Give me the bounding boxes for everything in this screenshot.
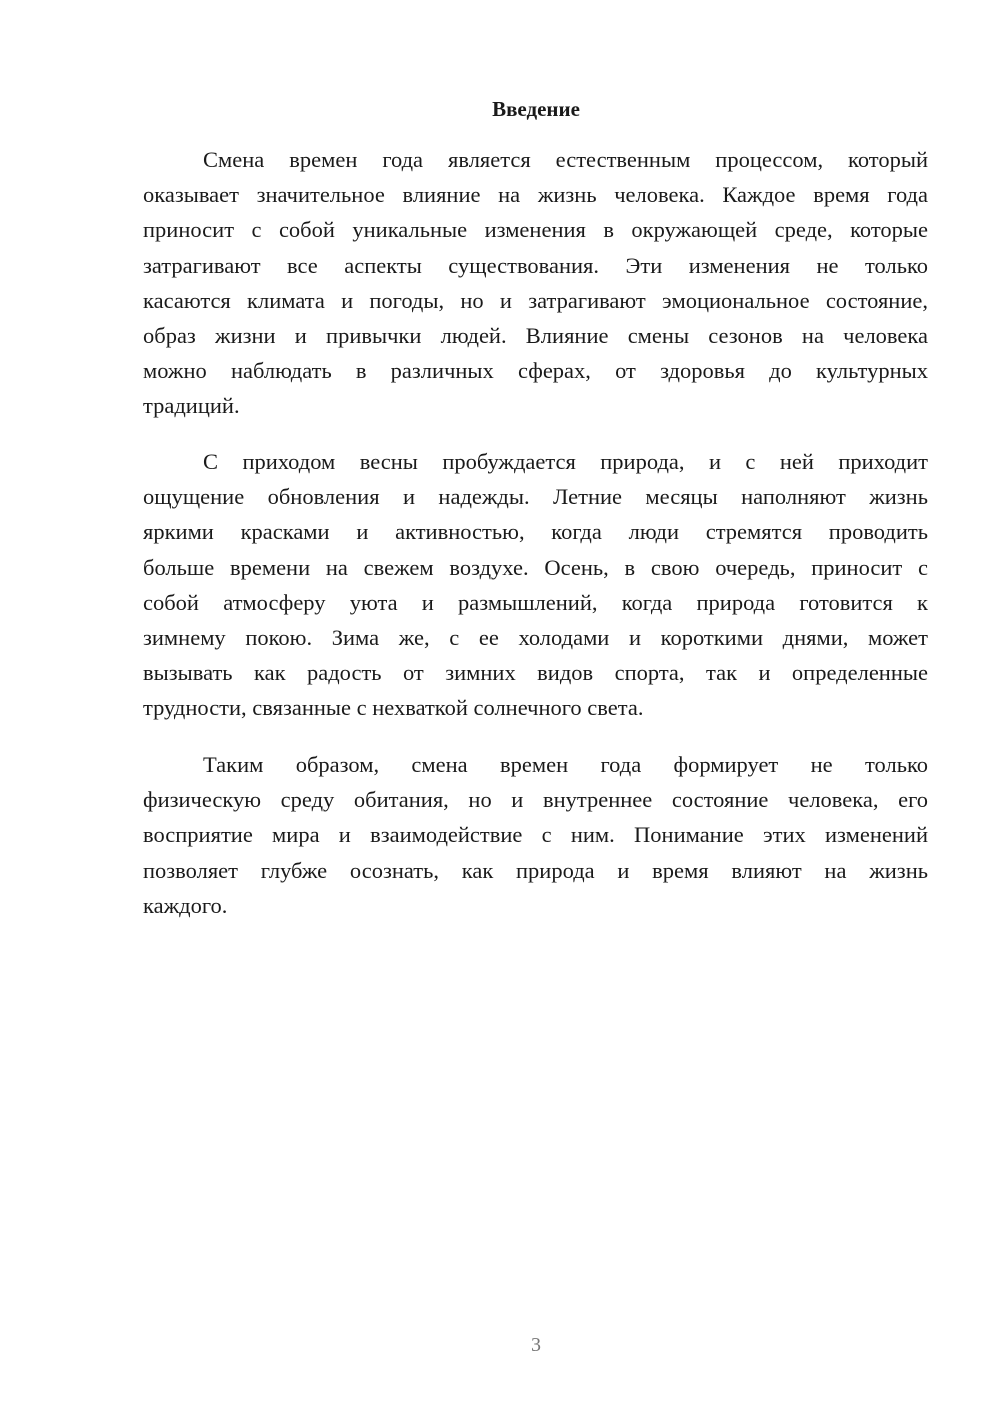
text-line: образ жизни и привычки людей. Влияние смены сезонов на человека	[143, 322, 928, 348]
text-line: Смена времен года является естественным процессом, который	[203, 147, 928, 172]
text-line: С приходом весны пробуждается природа, и с ней приходит	[203, 449, 928, 474]
text-line: приносит с собой уникальные изменения в окружающей среде, которые	[143, 217, 928, 243]
text-line: оказывает значительное влияние на жизнь человека. Каждое время года	[143, 182, 928, 208]
text-line: трудности, связанные с нехваткой солнечного света.	[143, 695, 644, 721]
text-line: больше времени на свежем воздухе. Осень, в свою очередь, приносит с	[143, 554, 928, 580]
section-title: Введение	[492, 97, 580, 121]
text-line: можно наблюдать в различных сферах, от здоровья до культурных	[143, 358, 928, 384]
paragraph-3	[143, 747, 928, 923]
text-line: традиций.	[143, 393, 240, 419]
text-line: физическую среду обитания, но и внутреннее состояние человека, его	[143, 787, 928, 813]
text-line: ощущение обновления и надежды. Летние месяцы наполняют жизнь	[143, 484, 928, 510]
text-line: восприятие мира и взаимодействие с ним. Понимание этих изменений	[143, 822, 928, 848]
text-line: вызывать как радость от зимних видов спорта, так и определенные	[143, 660, 928, 686]
text-line: зимнему покою. Зима же, с ее холодами и короткими днями, может	[143, 624, 928, 650]
text-line: затрагивают все аспекты существования. Эти изменения не только	[143, 252, 928, 278]
paragraph-2	[143, 444, 928, 726]
page-number: 3	[531, 1334, 541, 1356]
text-line: Таким образом, смена времен года формирует не только	[203, 752, 928, 777]
text-line: яркими красками и активностью, когда люди стремятся проводить	[143, 519, 928, 545]
paragraph-1	[143, 142, 928, 424]
text-line: касаются климата и погоды, но и затрагивают эмоциональное состояние,	[143, 287, 928, 313]
text-line: собой атмосферу уюта и размышлений, когда природа готовится к	[143, 589, 928, 615]
text-line: позволяет глубже осознать, как природа и время влияют на жизнь	[143, 857, 928, 883]
text-line: каждого.	[143, 892, 228, 918]
